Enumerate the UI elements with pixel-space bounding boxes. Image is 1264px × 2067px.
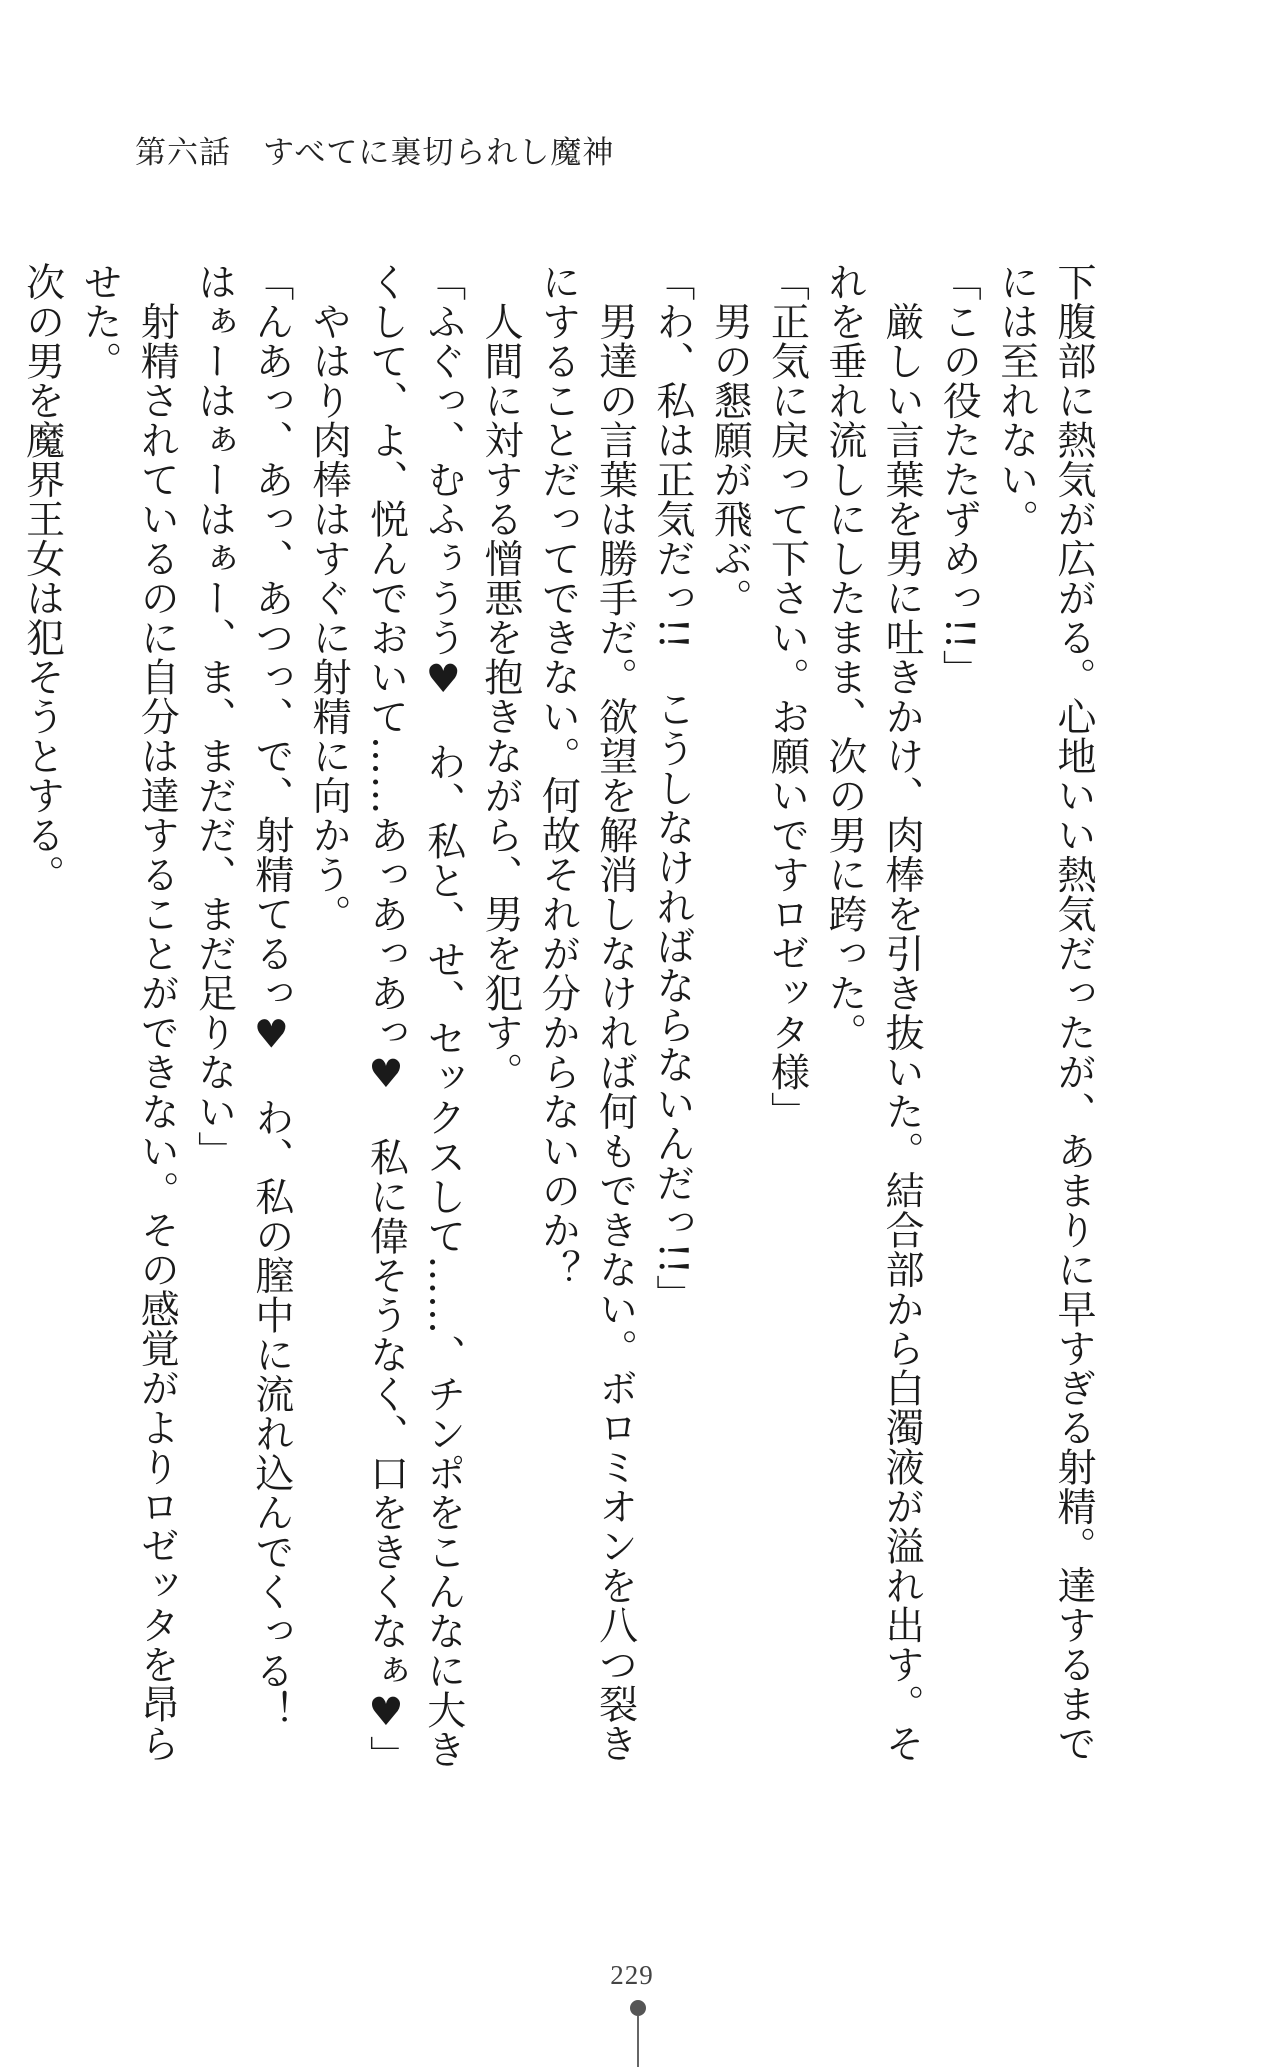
text-line: 男達の言葉は勝手だ。欲望を解消しなければ何もできない。ボロミオンを八つ裂きにすることだってできない。何故それが分からないのか？: [535, 262, 638, 1763]
text-line: 人間に対する憎悪を抱きながら、男を犯す。: [478, 262, 524, 1092]
text-line: 「この役たたずめっ!!」: [936, 262, 982, 690]
text-line: 男の懇願が飛ぶ。: [707, 262, 753, 618]
text-line: 厳しい言葉を男に吐きかけ、肉棒を引き抜いた。結合部から白濁液が溢れ出す。それを垂れ流しにしたまま、次の男に跨った。: [821, 262, 925, 1763]
body-text: [19, 262, 1102, 1802]
text-line: 「んあっ、あっ、あつっ、で、射精てるっ♥ わ、私の膣中に流れ込んでくっる！ はぁーはぁーはぁー、ま、まだだ、まだ足りない」: [191, 262, 294, 1769]
text-line: 次の男を魔界王女は犯そうとする。: [19, 262, 65, 894]
text-line: 「ふぐっ、むふぅうう♥ わ、私と、せ、セックスして……、チンポをこんなに大きくして、よ、悦んでおいて……あっあっあっ♥ 私に偉そうなく、口をきくなぁ♥」: [363, 262, 466, 1775]
text-line: やはり肉棒はすぐに射精に向かう。: [306, 262, 352, 934]
page-number: 229: [610, 1960, 654, 1990]
text-line: 「正気に戻って下さい。お願いですロゼッタ様」: [764, 262, 810, 1131]
text-line: 「わ、私は正気だっ!! こうしなければならないんだっ!!」: [649, 262, 695, 1315]
text-line: 射精されているのに自分は達することができない。その感覚がよりロゼッタを昂らせた。: [76, 262, 180, 1763]
text-line: 下腹部に熱気が広がる。心地いい熱気だったが、あまりに早すぎる射精。達するまでには至れない。: [993, 262, 1096, 1763]
running-header: 第六話 すべてに裏切られし魔神: [135, 135, 615, 171]
page-marker-line: [637, 2016, 639, 2067]
page-marker-dot: [630, 2000, 646, 2016]
